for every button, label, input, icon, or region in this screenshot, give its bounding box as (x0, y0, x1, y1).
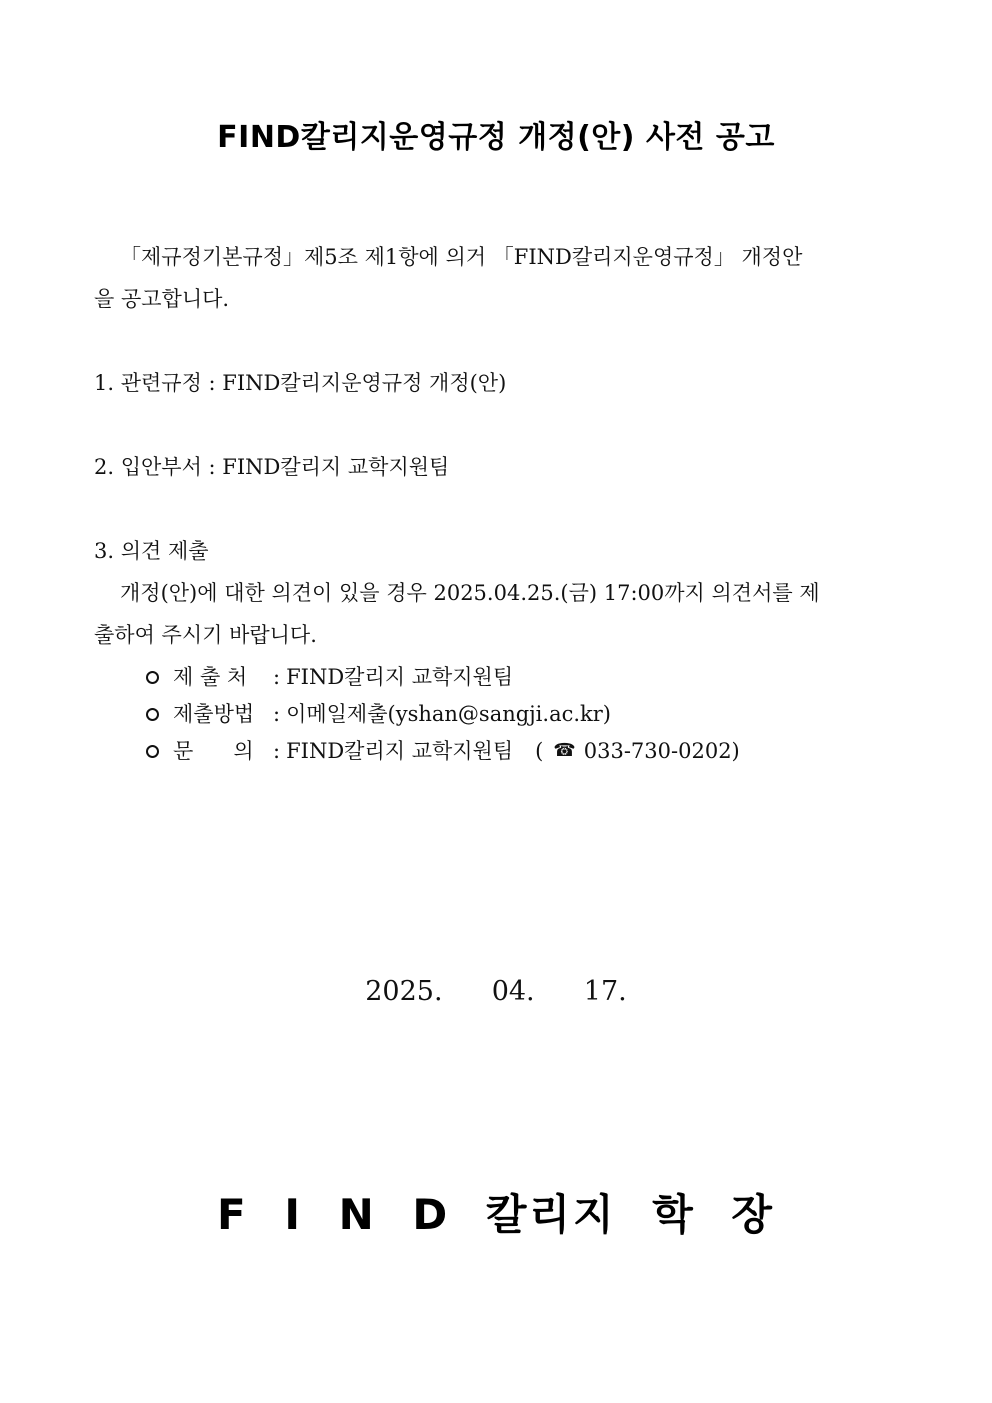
hollow-circle-icon (146, 671, 159, 684)
submission-office-row (146, 663, 513, 691)
opinion-line-1: 개정(안)에 대한 의견이 있을 경우 2025.04.25.(금) 17:00까지 의견서를 제 (120, 581, 820, 605)
telephone-icon: ☎ (553, 740, 576, 761)
submission-inquiry-label: 문 의 (173, 739, 254, 763)
submission-inquiry-row (146, 737, 740, 765)
submission-method-label: 제출방법 (173, 702, 255, 726)
phone-number: 033-730-0202) (583, 739, 740, 763)
item-related-regulation: 1. 관련규정 : FIND칼리지운영규정 개정(안) (94, 371, 507, 395)
phone-open-paren: ( (535, 739, 544, 763)
submission-office-value: FIND칼리지 교학지원팀 (286, 665, 514, 689)
signature-line: F I N D 칼리지 학 장 (217, 1190, 775, 1239)
item-drafting-department: 2. 입안부서 : FIND칼리지 교학지원팀 (94, 455, 450, 479)
submission-method-value: 이메일제출(yshan@sangji.ac.kr) (286, 702, 611, 726)
submission-inquiry-value: FIND칼리지 교학지원팀 (286, 739, 514, 763)
hollow-circle-icon (146, 745, 159, 758)
submission-method-row (146, 700, 611, 728)
colon: : (273, 665, 281, 689)
colon: : (273, 739, 281, 763)
item-opinion-submission: 3. 의견 제출 (94, 539, 209, 563)
document-title: FIND칼리지운영규정 개정(안) 사전 공고 (217, 120, 775, 155)
opinion-line-2: 출하여 주시기 바랍니다. (94, 623, 317, 647)
intro-line-2: 을 공고합니다. (94, 287, 230, 311)
submission-office-label: 제 출 처 (173, 665, 248, 689)
announcement-date: 2025. 04. 17. (365, 976, 627, 1007)
hollow-circle-icon (146, 708, 159, 721)
colon: : (273, 702, 281, 726)
intro-line-1: 「제규정기본규정」제5조 제1항에 의거 「FIND칼리지운영규정」 개정안 (120, 245, 803, 269)
